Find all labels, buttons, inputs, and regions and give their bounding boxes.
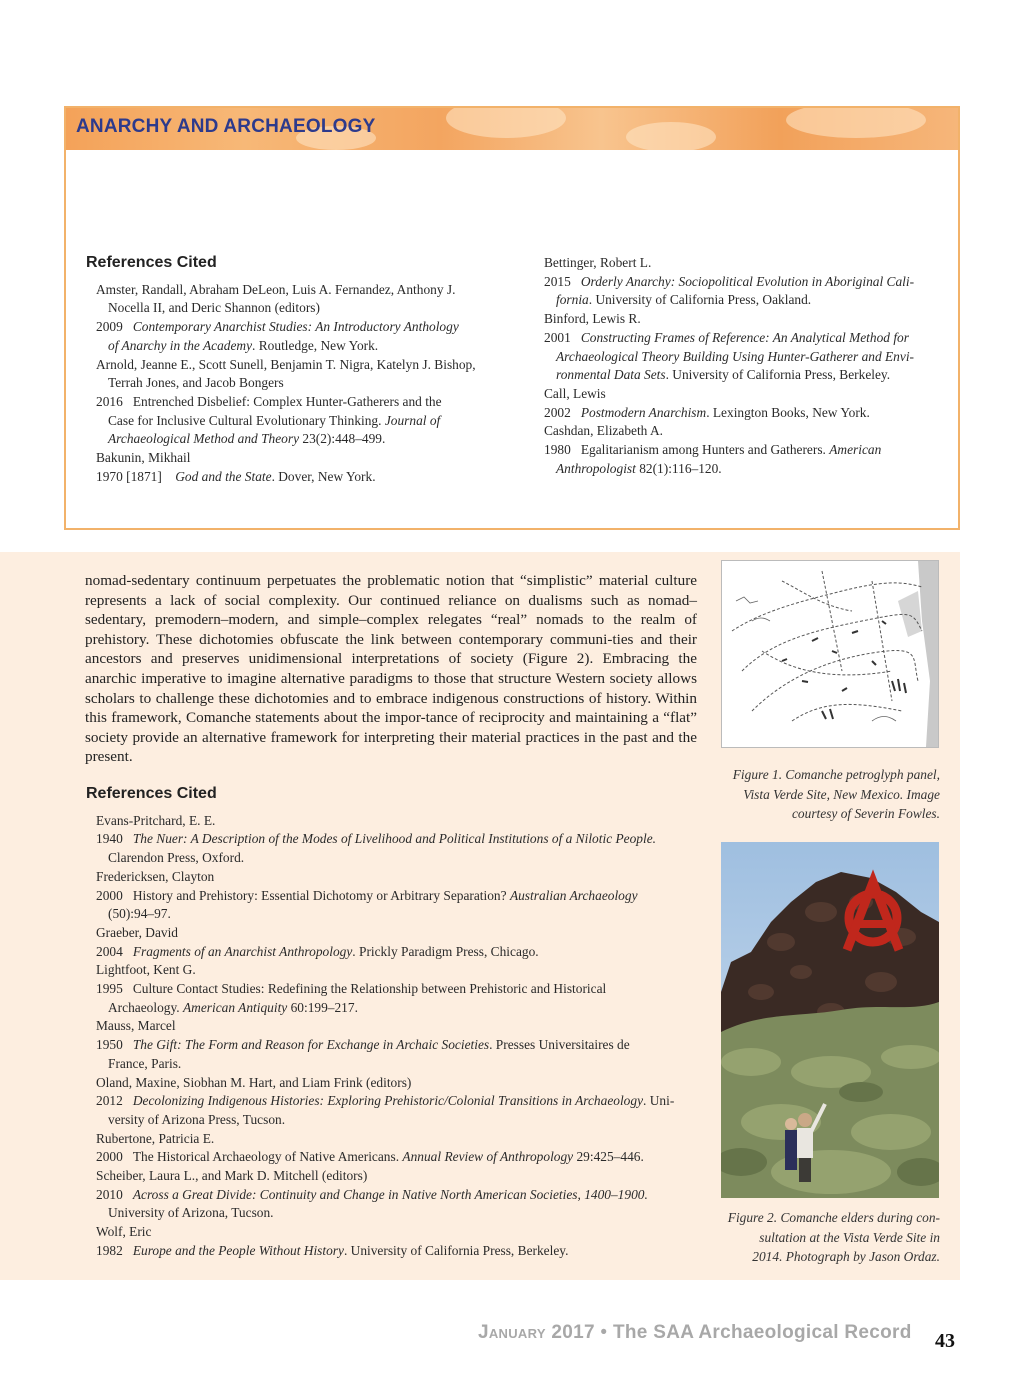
- references-heading: References Cited: [86, 254, 217, 271]
- ref-item: Cashdan, Elizabeth A. 1980 Egalitarianism among Hunters and Gatherers. American Anthropologist 82(1):116–120.: [544, 423, 882, 476]
- ref-item: Evans-Pritchard, E. E. 1940 The Nuer: A Description of the Modes of Livelihood and Political Institutions of a Nilotic People. Clarendon Press, Oxford.: [96, 812, 657, 866]
- ref-item: Mauss, Marcel 1950 The Gift: The Form and Reason for Exchange in Archaic Societies. Presses Universitaires de France, Paris.: [96, 1018, 630, 1071]
- ref-item: Call, Lewis 2002 Postmodern Anarchism. Lexington Books, New York.: [544, 385, 870, 420]
- ref-item: Bakunin, Mikhail 1970 [1871] God and the State. Dover, New York.: [96, 450, 376, 484]
- ref-item: Bettinger, Robert L. 2015 Orderly Anarchy: Sociopolitical Evolution in Aboriginal Cali- fornia. University of California Press, Oakland.: [544, 255, 915, 308]
- ref-item: Fredericksen, Clayton 2000 History and Prehistory: Essential Dichotomy or Arbitrary Separation? Australian Archaeology (50):94–97.: [96, 868, 638, 922]
- lower-refs: [86, 785, 706, 1261]
- ref-item: Graeber, David 2004 Fragments of an Anarchist Anthropology. Prickly Paradigm Press, Chicago.: [96, 924, 539, 959]
- ref-item: Scheiber, Laura L., and Mark D. Mitchell (editors) 2010 Across a Great Divide: Continuity and Change in Native North American Societies, 1400–1900. University of Arizona, Tucson.: [96, 1168, 648, 1221]
- page-number: 43: [935, 1330, 955, 1352]
- figure-1-caption: Figure 1. Comanche petroglyph panel, Vista Verde Site, New Mexico. Image courtesy of Severin Fowles.: [732, 767, 940, 821]
- petroglyph-drawing: [722, 561, 938, 747]
- ref-item: Oland, Maxine, Siobhan M. Hart, and Liam Frink (editors) 2012 Decolonizing Indigenous Histories: Exploring Prehistoric/Colonial Transitions in Archaeology. Uni- versity of Arizona Press, Tucson.: [96, 1074, 675, 1127]
- ref-item: Binford, Lewis R. 2001 Constructing Frames of Reference: An Analytical Method for Archaeological Theory Building Using Hunter-Gatherer and Envi- ronmental Data Sets. University of California Press, Berkeley.: [544, 311, 914, 383]
- top-refs-right: [534, 254, 944, 478]
- section-title: ANARCHY AND ARCHAEOLOGY: [76, 116, 376, 137]
- references-heading: References Cited: [86, 785, 217, 802]
- figure-2-caption: Figure 2. Comanche elders during con- sultation at the Vista Verde Site in 2014. Photograph by Jason Ordaz.: [727, 1210, 940, 1264]
- ref-item: Amster, Randall, Abraham DeLeon, Luis A. Fernandez, Anthony J. Nocella II, and Deric Shannon (editors) 2009 Contemporary Anarchist Studies: An Introductory Anthology of Anarchy in the Academy. Routledge, New York.: [96, 281, 459, 353]
- elders-photo: [721, 842, 939, 1198]
- running-footer: January 2017 • The SAA Archaeological Record: [478, 1322, 912, 1343]
- petroglyph-figure: [721, 560, 939, 748]
- ref-item: Lightfoot, Kent G. 1995 Culture Contact Studies: Redefining the Relationship between Prehistoric and Historical Archaeology. American Antiquity 60:199–217.: [96, 962, 607, 1015]
- section-banner: [66, 108, 958, 150]
- site-photo: [721, 842, 939, 1198]
- ref-item: Rubertone, Patricia E. 2000 The Historical Archaeology of Native Americans. Annual Review of Anthropology 29:425–446.: [96, 1130, 644, 1165]
- top-refs-left: [86, 254, 506, 486]
- body-paragraph: nomad-sedentary continuum perpetuates the problematic notion that “simplistic” material culture represents a lack of social complexity. Our continued reliance on dualisms such as nomad–sedentary, premodern–modern, and simple–complex relegates “real” nomads to the realm of prehistory. These dichotomies obfuscate the link between contemporary communi-ties and their ancestors and preserves unidimensional interpretations of society (Figure 2). Embracing the anarchic imperative to imagine alternative paradigms to those that structure Western society allows scholars to challenge these dichotomies and to embrace indigenous constructions of history. Within this framework, Comanche statements about the impor-tance of reciprocity and maintaining a “flat” society provide an alternative framework for interpreting their material practices in the past and the present.: [85, 572, 697, 766]
- ref-item: Arnold, Jeanne E., Scott Sunell, Benjamin T. Nigra, Katelyn J. Bishop, Terrah Jones, and Jacob Bongers 2016 Entrenched Disbelief: Complex Hunter-Gatherers and the Case for Inclusive Cultural Evolutionary Thinking. Journal of Archaeological Method and Theory 23(2):448–499.: [96, 356, 476, 447]
- ref-item: Wolf, Eric 1982 Europe and the People Without History. University of California Press, Berkeley.: [96, 1224, 569, 1258]
